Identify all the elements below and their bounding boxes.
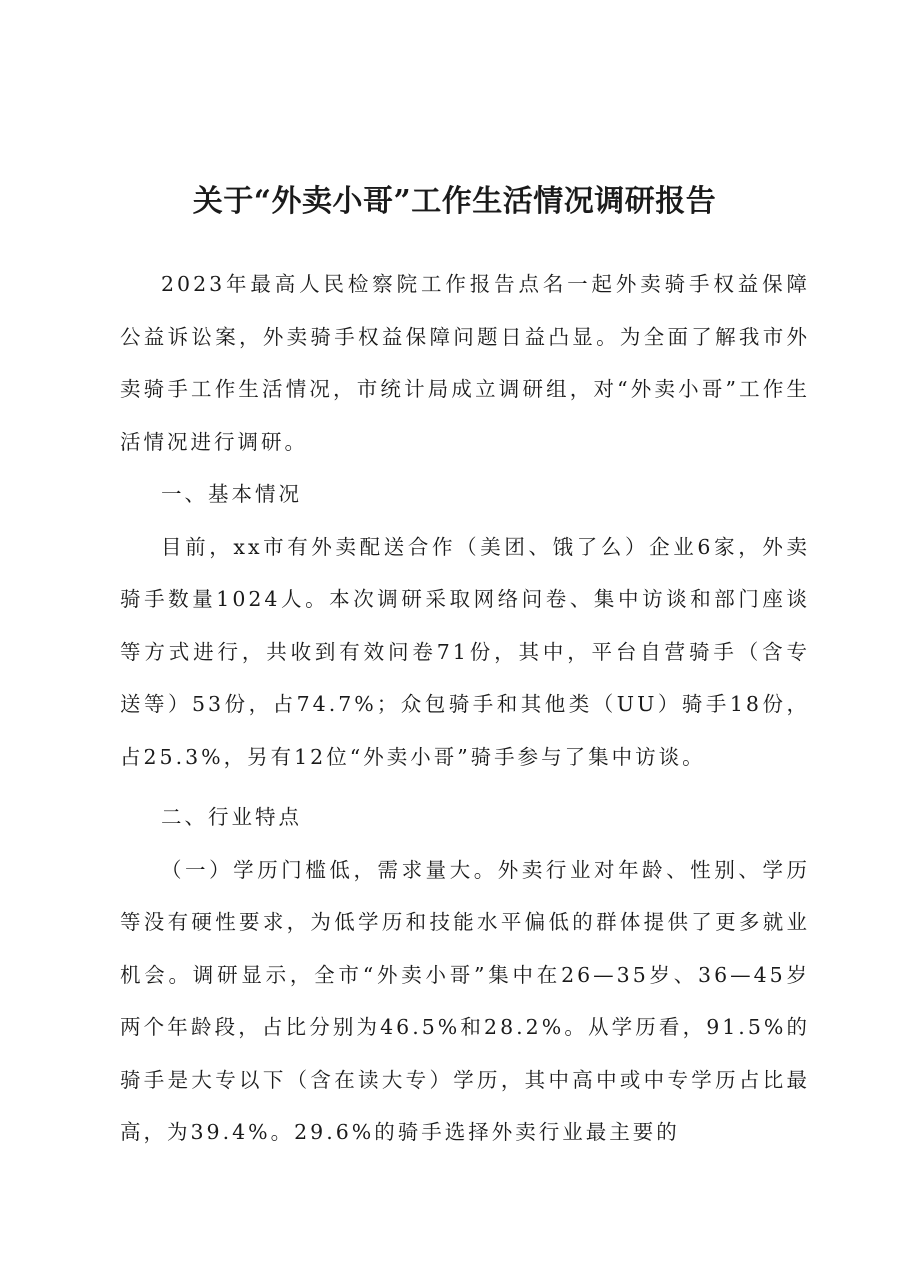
section-heading-basic-situation: 一、基本情况 — [161, 482, 302, 506]
document-body — [120, 258, 810, 1159]
paragraph-basic-situation: 目前，xx市有外卖配送合作（美团、饿了么）企业6家，外卖骑手数量1024人。本次调研采取网络问卷、集中访谈和部门座谈等方式进行，共收到有效问卷71份，其中，平台自营骑手（含专送等）53份，占74.7%；众包骑手和其他类（UU）骑手18份，占25.3%，另有12位“外卖小哥”骑手参与了集中访谈。 — [120, 534, 810, 769]
paragraph-industry-features: （一）学历门槛低，需求量大。外卖行业对年龄、性别、学历等没有硬性要求，为低学历和技能水平偏低的群体提供了更多就业机会。调研显示，全市“外卖小哥”集中在26—35岁、36—45岁两个年龄段，占比分别为46.5%和28.2%。从学历看，91.5%的骑手是大专以下（含在读大专）学历，其中高中或中专学历占比最高，为39.4%。29.6%的骑手选择外卖行业最主要的 — [120, 857, 810, 1144]
paragraph-intro: 2023年最高人民检察院工作报告点名一起外卖骑手权益保障公益诉讼案，外卖骑手权益保障问题日益凸显。为全面了解我市外卖骑手工作生活情况，市统计局成立调研组，对“外卖小哥”工作生活情况进行调研。 — [120, 272, 810, 454]
section-gap — [120, 783, 810, 791]
section-heading-industry-features: 二、行业特点 — [161, 805, 302, 829]
document-title: 关于“外卖小哥”工作生活情况调研报告 — [192, 184, 717, 219]
